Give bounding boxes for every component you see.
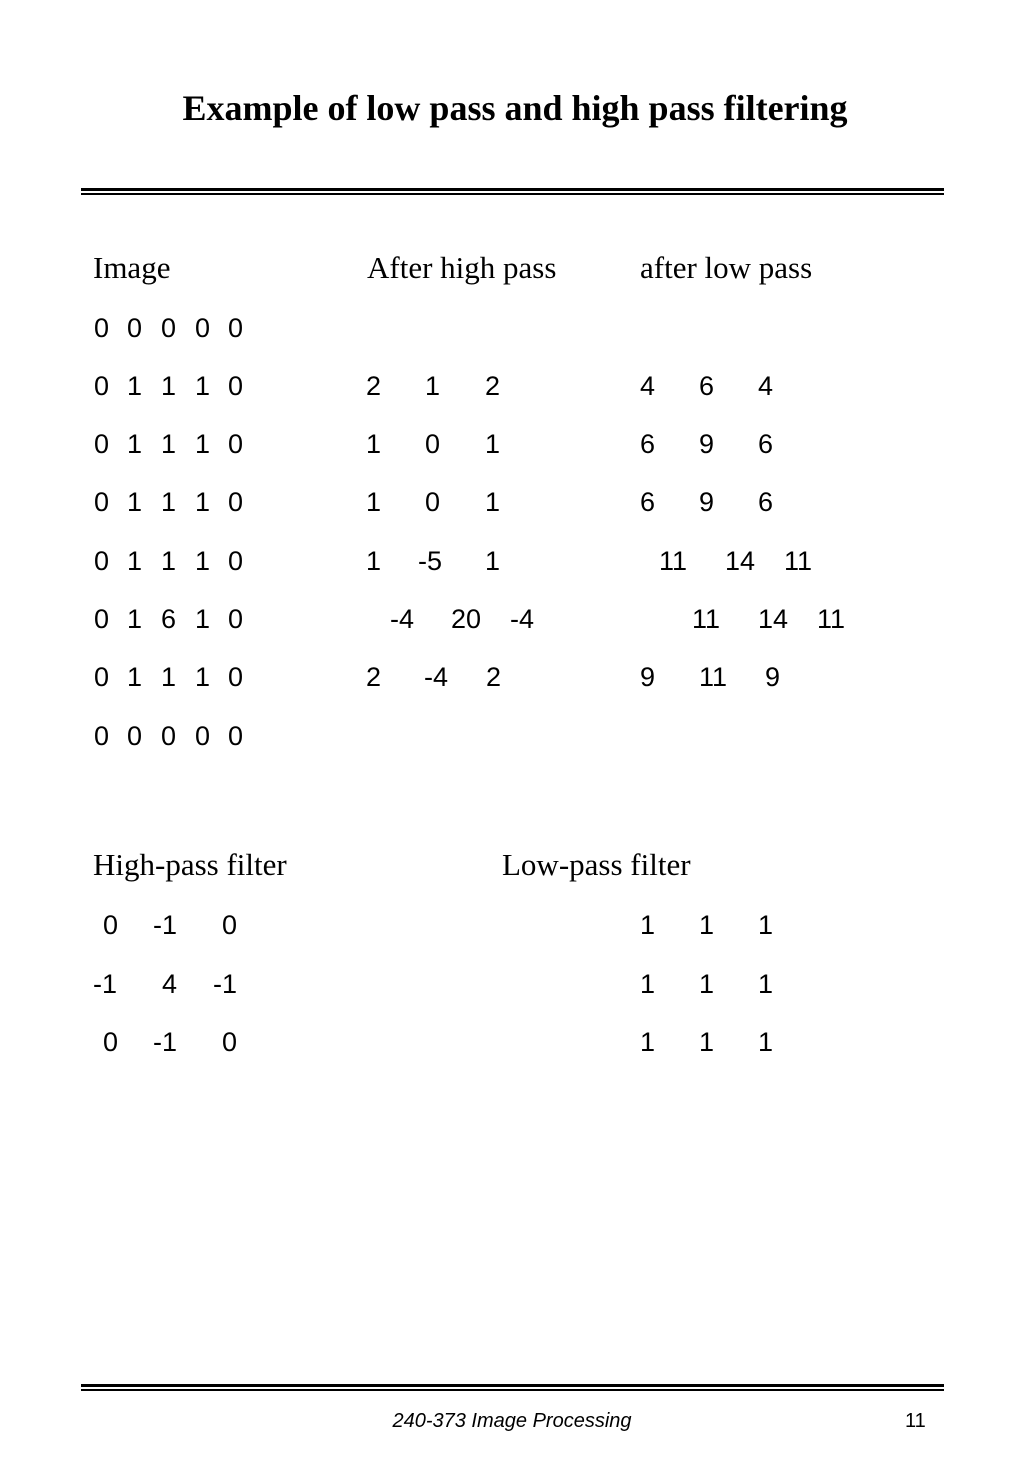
- matrix-cell: 0: [94, 313, 110, 343]
- matrix-cell: 0: [94, 604, 110, 634]
- matrix-cell: 6: [161, 604, 177, 634]
- result-cell: -4: [390, 604, 415, 634]
- kernel-cell: 0: [103, 910, 119, 940]
- matrix-cell: 0: [127, 313, 143, 343]
- kernel-cell: 1: [640, 969, 656, 999]
- kernel-cell: 1: [699, 1027, 715, 1057]
- matrix-cell: 0: [94, 371, 110, 401]
- footer-course-title: 240-373 Image Processing: [392, 1410, 632, 1432]
- low-pass-filter-label: Low-pass filter: [502, 847, 691, 882]
- kernel-cell: 1: [640, 1027, 656, 1057]
- result-cell: 9: [765, 662, 781, 692]
- matrix-cell: 0: [228, 487, 244, 517]
- kernel-cell: 1: [758, 1027, 774, 1057]
- matrix-cell: 0: [94, 429, 110, 459]
- matrix-cell: 1: [195, 371, 211, 401]
- matrix-cell: 1: [127, 371, 143, 401]
- result-cell: 11: [817, 604, 846, 634]
- matrix-cell: 1: [127, 662, 143, 692]
- result-cell: 9: [699, 487, 715, 517]
- result-cell: 0: [425, 429, 441, 459]
- kernel-cell: 1: [758, 910, 774, 940]
- matrix-cell: 1: [127, 546, 143, 576]
- matrix-cell: 0: [195, 721, 211, 751]
- matrix-cell: 1: [161, 487, 177, 517]
- result-cell: 9: [640, 662, 656, 692]
- result-cell: -5: [418, 546, 443, 576]
- matrix-cell: 0: [127, 721, 143, 751]
- header-after-high-pass: After high pass: [367, 250, 557, 285]
- result-cell: 11: [692, 604, 721, 634]
- result-cell: 14: [758, 604, 789, 634]
- matrix-cell: 0: [228, 313, 244, 343]
- result-cell: 11: [784, 546, 813, 576]
- header-image: Image: [93, 250, 171, 285]
- result-cell: 6: [640, 487, 656, 517]
- kernel-cell: 1: [758, 969, 774, 999]
- result-cell: 4: [758, 371, 774, 401]
- kernel-cell: 0: [103, 1027, 119, 1057]
- result-cell: -4: [424, 662, 449, 692]
- matrix-cell: 0: [228, 662, 244, 692]
- kernel-cell: 0: [222, 1027, 238, 1057]
- result-cell: 1: [366, 429, 382, 459]
- result-cell: 11: [659, 546, 688, 576]
- matrix-cell: 1: [195, 662, 211, 692]
- matrix-cell: 1: [161, 662, 177, 692]
- matrix-cell: 0: [228, 429, 244, 459]
- matrix-cell: 1: [161, 546, 177, 576]
- matrix-cell: 1: [127, 429, 143, 459]
- matrix-cell: 1: [127, 487, 143, 517]
- matrix-cell: 0: [161, 313, 177, 343]
- kernel-cell: 1: [699, 969, 715, 999]
- matrix-cell: 0: [228, 604, 244, 634]
- result-cell: -4: [510, 604, 535, 634]
- high-pass-filter-label: High-pass filter: [93, 847, 287, 882]
- result-cell: 1: [485, 487, 501, 517]
- matrix-cell: 0: [228, 546, 244, 576]
- header-after-low-pass: after low pass: [640, 250, 813, 285]
- matrix-cell: 1: [195, 604, 211, 634]
- matrix-cell: 0: [161, 721, 177, 751]
- kernel-cell: -1: [153, 1027, 178, 1057]
- result-cell: 9: [699, 429, 715, 459]
- kernel-cell: 1: [699, 910, 715, 940]
- matrix-cell: 1: [195, 429, 211, 459]
- kernel-cell: -1: [153, 910, 178, 940]
- result-cell: 1: [366, 546, 382, 576]
- result-cell: 14: [725, 546, 756, 576]
- page-title: Example of low pass and high pass filtering: [182, 88, 848, 128]
- bottom-divider: [81, 1384, 944, 1393]
- top-divider: [81, 188, 944, 197]
- result-cell: 4: [640, 371, 656, 401]
- matrix-cell: 0: [94, 662, 110, 692]
- result-cell: 2: [486, 662, 502, 692]
- kernel-cell: 4: [162, 969, 178, 999]
- matrix-cell: 1: [127, 604, 143, 634]
- matrix-cell: 0: [228, 721, 244, 751]
- kernel-cell: 0: [222, 910, 238, 940]
- result-cell: 6: [758, 487, 774, 517]
- kernel-cell: -1: [93, 969, 118, 999]
- kernel-cell: -1: [213, 969, 238, 999]
- matrix-cell: 1: [161, 429, 177, 459]
- result-cell: 20: [451, 604, 482, 634]
- matrix-cell: 0: [195, 313, 211, 343]
- matrix-cell: 0: [228, 371, 244, 401]
- matrix-cell: 1: [195, 487, 211, 517]
- result-cell: 6: [758, 429, 774, 459]
- kernel-cell: 1: [640, 910, 656, 940]
- matrix-cell: 0: [94, 546, 110, 576]
- page-number: 11: [905, 1410, 926, 1432]
- result-cell: 2: [366, 662, 382, 692]
- matrix-cell: 0: [94, 487, 110, 517]
- result-cell: 0: [425, 487, 441, 517]
- result-cell: 1: [366, 487, 382, 517]
- result-cell: 2: [485, 371, 501, 401]
- result-cell: 2: [366, 371, 382, 401]
- result-cell: 6: [699, 371, 715, 401]
- matrix-cell: 0: [94, 721, 110, 751]
- result-cell: 1: [425, 371, 441, 401]
- result-cell: 6: [640, 429, 656, 459]
- result-cell: 1: [485, 429, 501, 459]
- result-cell: 1: [485, 546, 501, 576]
- matrix-cell: 1: [161, 371, 177, 401]
- result-cell: 11: [699, 662, 728, 692]
- matrix-cell: 1: [195, 546, 211, 576]
